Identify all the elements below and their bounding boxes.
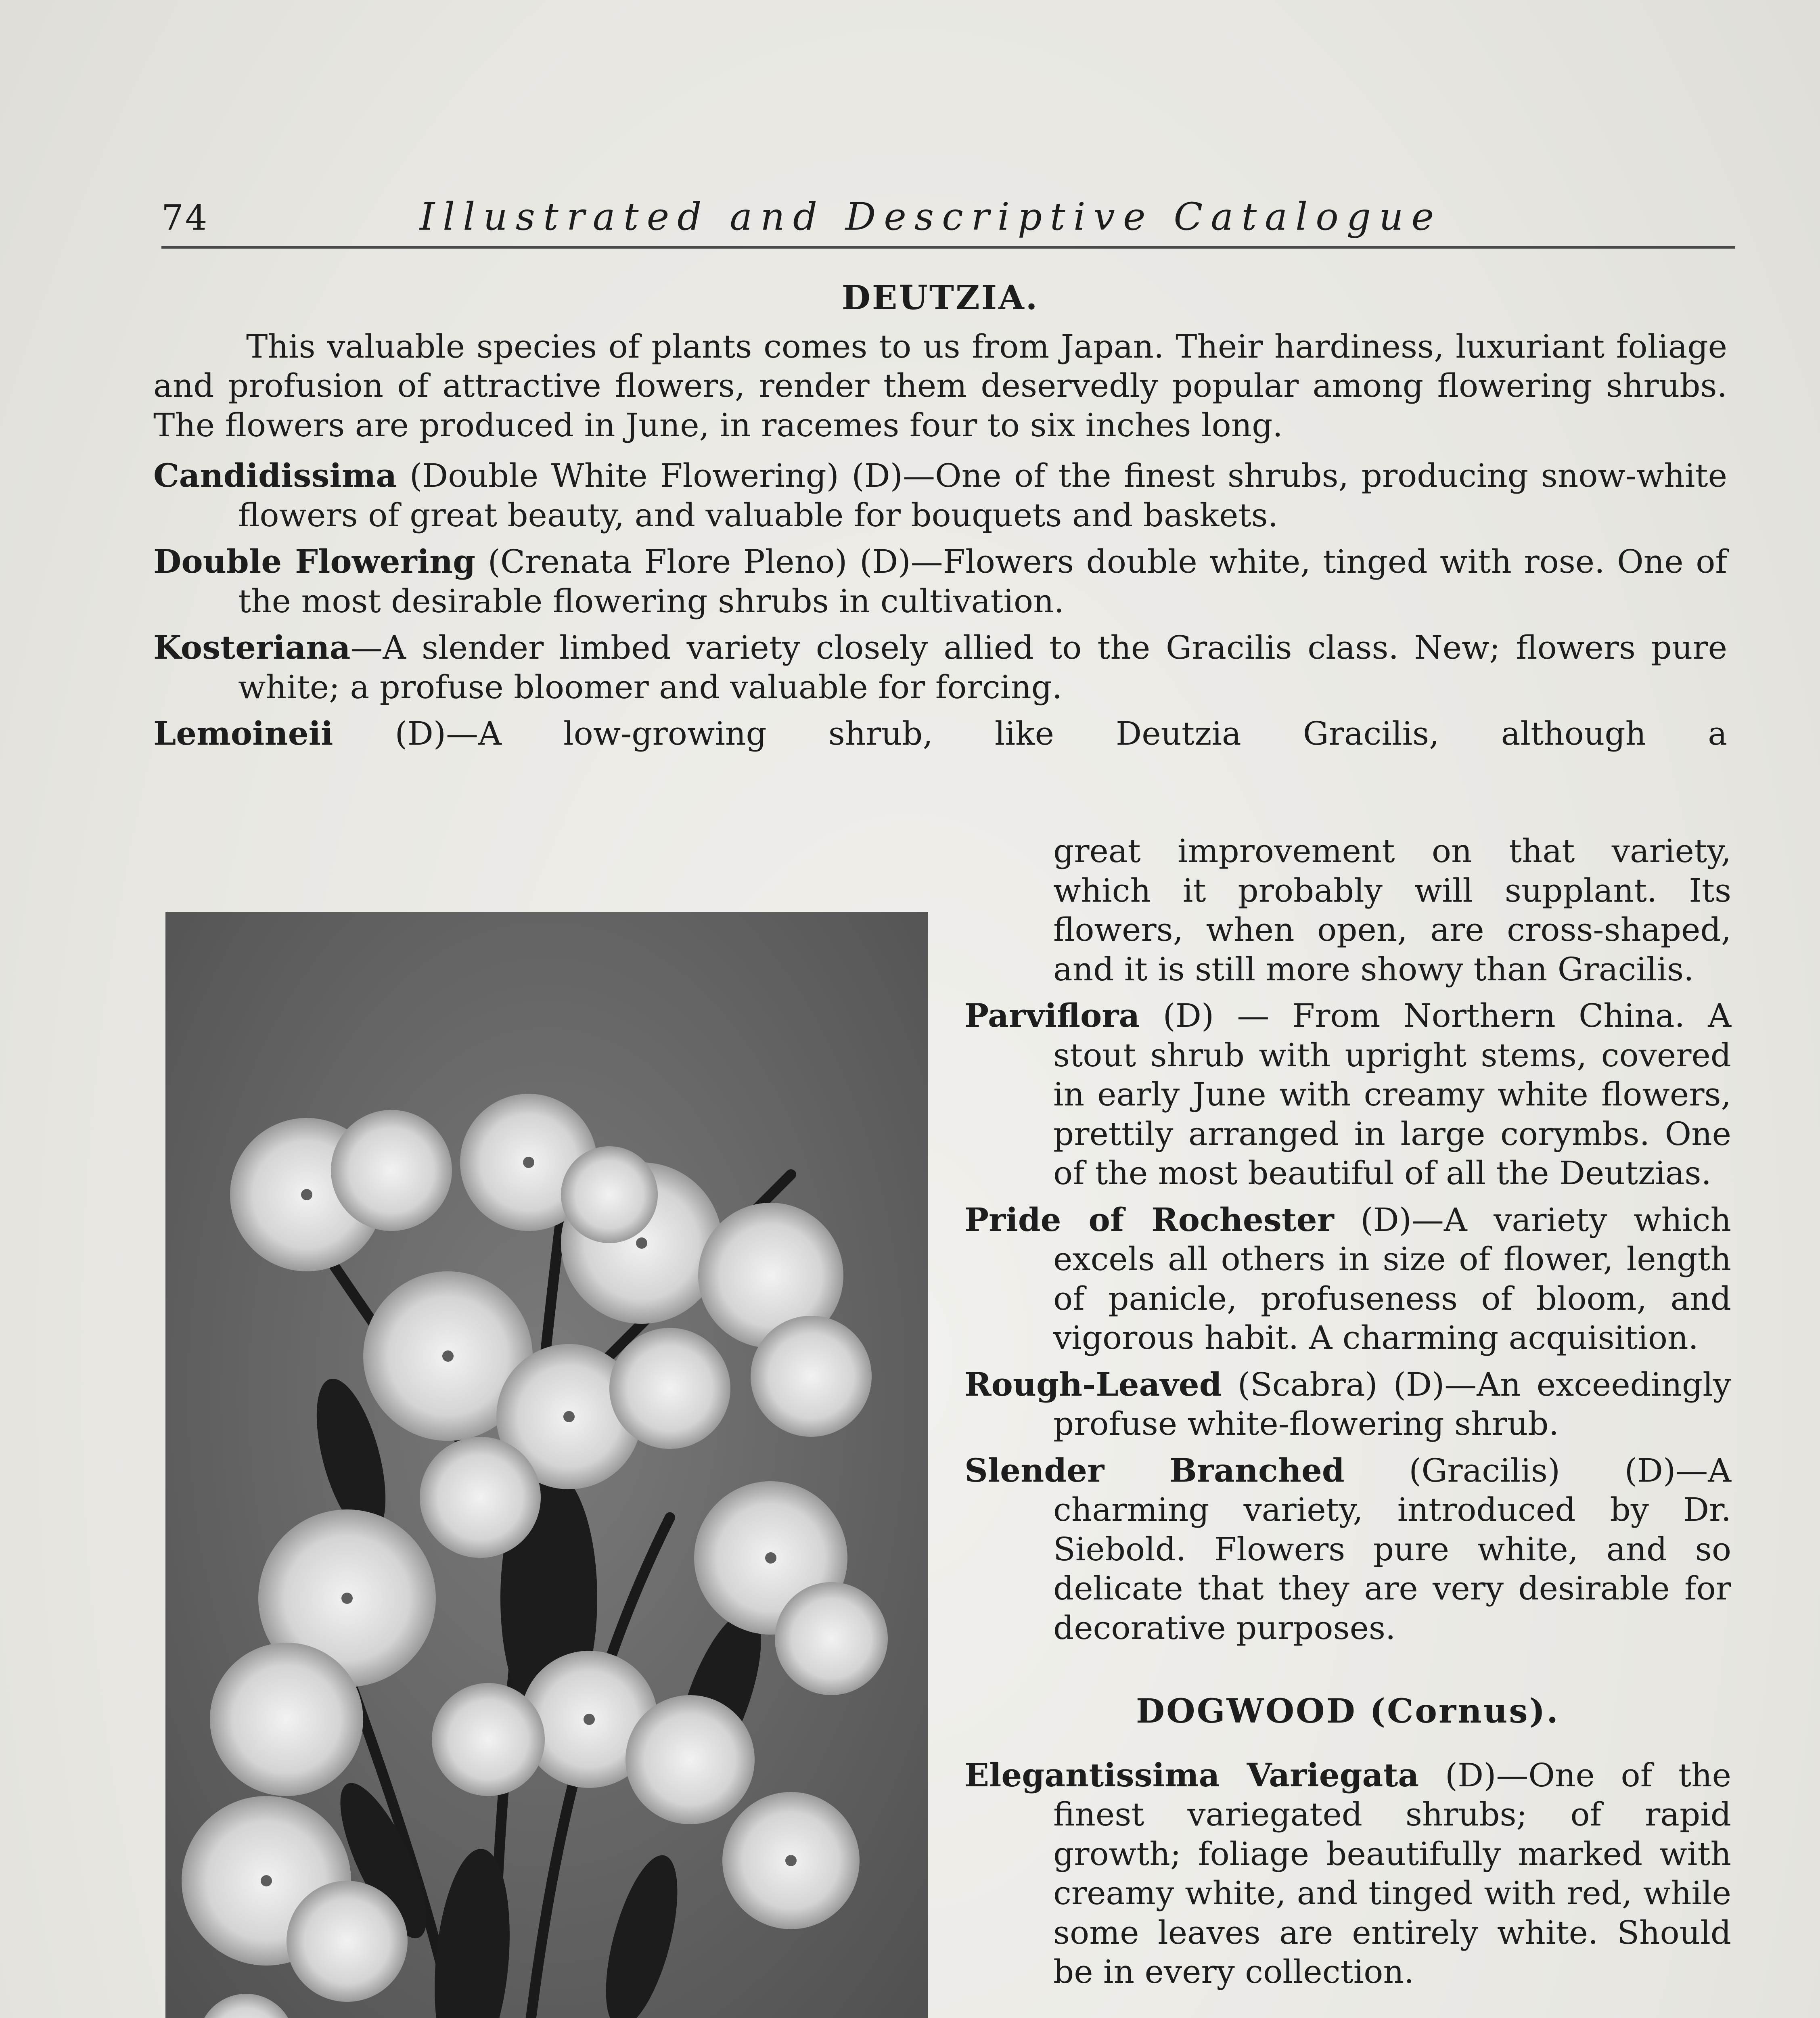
deutzia-intro: This valuable species of plants comes to us from Japan. Their hardiness, luxuriant foliage and profusion of attractive flowers, render them deservedly popular among flowering shrubs. The flowers are produced in June, in racemes four to six inches long. — [153, 327, 1727, 444]
entry-text: (D)—One of the finest variegated shrubs; of rapid growth; foliage beautifully marked with creamy white, and tinged with red, while some leaves are entirely white. Should be in every collection. — [1053, 1756, 1732, 1991]
entry-name: Elegantissima Variegata — [964, 1756, 1419, 1794]
entry-lemoineii — [153, 714, 1727, 754]
entry-text: (D)—A low-growing shrub, like Deutzia Gracilis, although a — [333, 715, 1727, 752]
lemoineii-continued: great improvement on that variety, which it probably will supplant. Its flowers, when open, are cross-shaped, and it is still more showy than Gracilis. — [1053, 832, 1731, 988]
section-title-deutzia: DEUTZIA. — [841, 278, 1039, 317]
entry-elegantissima-variegata — [964, 1756, 1731, 1992]
entry-double-flowering — [153, 542, 1727, 621]
entry-kosteriana — [153, 628, 1727, 707]
entry-candidissima — [153, 456, 1727, 535]
entry-name: Slender Branched — [964, 1451, 1345, 1489]
section-title-dogwood: DOGWOOD (Cornus). — [1136, 1692, 1560, 1731]
entry-text: (Gracilis) (D)—A charming variety, introduced by Dr. Siebold. Flowers pure white, and so delicate that they are very desirable for decorative purposes. — [1053, 1451, 1731, 1647]
page-header — [161, 178, 1735, 249]
entry-name: Rough-Leaved — [964, 1365, 1222, 1403]
right-column — [964, 831, 1731, 1999]
entry-name: Double Flowering — [153, 542, 476, 580]
entry-text: (Crenata Flore Pleno) (D)—Flowers double white, tinged with rose. One of the most desirable flowering shrubs in cultivation. — [238, 543, 1727, 620]
entry-slender-branched — [964, 1451, 1731, 1648]
entry-name: Pride of Rochester — [964, 1200, 1334, 1239]
page-number: 74 — [161, 198, 209, 238]
figure-deutzia-lemoine — [165, 912, 928, 2018]
entry-text: —A slender limbed variety closely allied to the Gracilis class. New; flowers pure white; a profuse bloomer and valuable for forcing. — [238, 629, 1727, 706]
deutzia-section — [153, 278, 1727, 761]
entry-text: (Scabra) (D)—An exceedingly profuse white-flowering shrub. — [1053, 1365, 1731, 1442]
entry-parviflora — [964, 996, 1731, 1193]
entry-rough-leaved — [964, 1365, 1731, 1444]
entry-text: (D) — From Northern China. A stout shrub with upright stems, covered in early June with creamy white flowers, prettily arranged in large corymbs. One of the most beautiful of all the Deutzias. — [1053, 997, 1731, 1192]
deutzia-flower-photo — [165, 912, 928, 2018]
entry-text: (D)—A variety which excels all others in size of flower, length of panicle, profuseness of bloom, and vigorous habit. A charming acquisition. — [1053, 1201, 1731, 1356]
entry-text: (Double White Flowering) (D)—One of the finest shrubs, producing snow-white flowers of great beauty, and valuable for bouquets and baskets. — [238, 457, 1727, 534]
running-title: Illustrated and Descriptive Catalogue — [420, 195, 1442, 239]
entry-pride-of-rochester — [964, 1200, 1731, 1358]
entry-name: Candidissima — [153, 456, 397, 494]
entry-name: Kosteriana — [153, 628, 351, 666]
entry-name: Lemoineii — [153, 714, 333, 752]
entry-name: Parviflora — [964, 996, 1140, 1034]
